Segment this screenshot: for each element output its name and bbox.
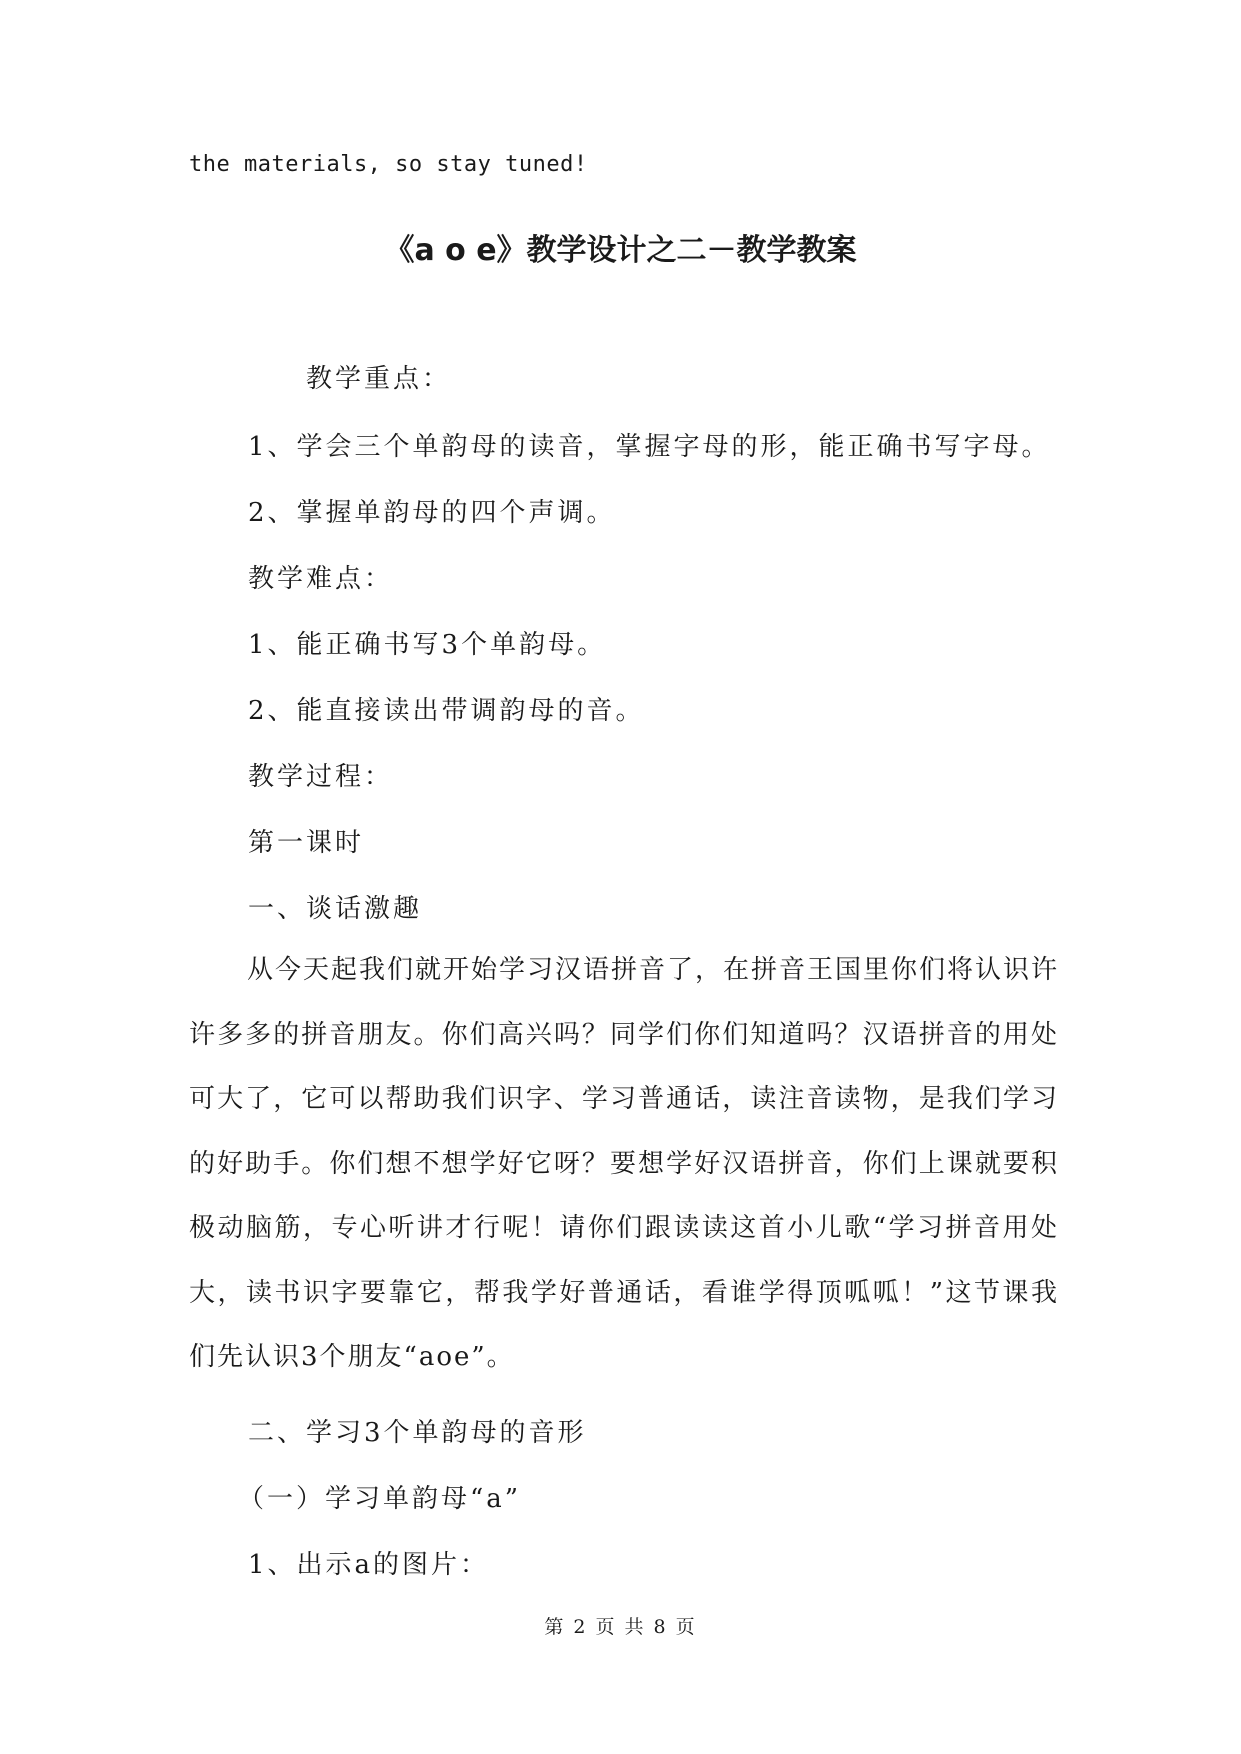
difficulty-item: 1、能正确书写3个单韵母。 <box>248 630 607 660</box>
difficulty-item: 2、能直接读出带调韵母的音。 <box>248 696 645 726</box>
sub-step-heading: （一）学习单韵母“a” <box>238 1484 522 1514</box>
section-heading-difficulties: 教学难点： <box>248 564 394 594</box>
section-heading-key-points: 教学重点： <box>306 364 452 394</box>
key-point-item: 2、掌握单韵母的四个声调。 <box>248 498 616 528</box>
lesson-label: 第一课时 <box>248 828 365 858</box>
document-title: 《a o e》教学设计之二－教学教案 <box>384 233 857 268</box>
body-paragraph: 从今天起我们就开始学习汉语拼音了，在拼音王国里你们将认识许许多多的拼音朋友。你们高兴吗？同学们你们知道吗？汉语拼音的用处可大了，它可以帮助我们识字、学习普通话，读注音读物，是我们学习的好助手。你们想不想学好它呀？要想学好汉语拼音，你们上课就要积极动脑筋，专心听讲才行呢！请你们跟读读这首小儿歌“学习拼音用处大，读书识字要靠它，帮我学好普通话，看谁学得顶呱呱！”这节课我们先认识3个朋友“aoe”。 <box>189 955 1060 1372</box>
sub-step-item: 1、出示a的图片： <box>248 1550 490 1580</box>
step-heading: 一、谈话激趣 <box>248 894 423 924</box>
intro-text: the materials, so stay tuned! <box>189 152 588 177</box>
step-heading: 二、学习3个单韵母的音形 <box>248 1418 587 1448</box>
key-point-item: 1、学会三个单韵母的读音，掌握字母的形，能正确书写字母。 <box>248 432 1051 462</box>
page-footer: 第 2 页 共 8 页 <box>544 1616 697 1638</box>
section-heading-process: 教学过程： <box>248 762 394 792</box>
